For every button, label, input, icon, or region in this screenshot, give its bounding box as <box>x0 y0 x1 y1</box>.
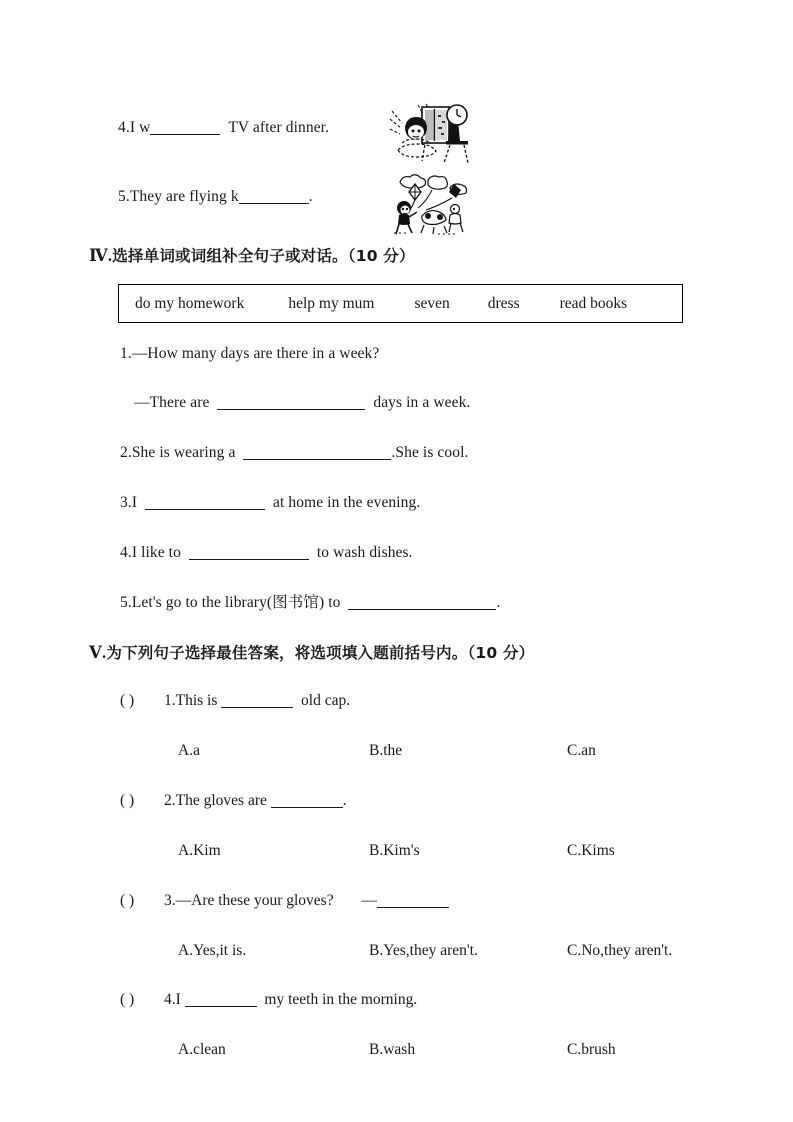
word-bank-item-3[interactable]: seven <box>414 294 450 312</box>
section-4-question-5-blank[interactable] <box>348 609 496 610</box>
section-5-question-2-number: 2. <box>164 792 176 809</box>
section-4-question-4-blank[interactable] <box>189 559 309 560</box>
section-5-question-4-option-a[interactable]: A.clean <box>178 1041 226 1058</box>
section-5-question-1-text-after: old cap. <box>301 692 351 709</box>
section-5-question-2-text-after: . <box>342 792 347 809</box>
word-bank-item-2[interactable]: help my mum <box>288 294 375 312</box>
section-5-question-3-text-before: —Are these your gloves? <box>175 892 334 909</box>
section-5-numeral: Ⅴ. <box>89 643 107 662</box>
section-5-question-1-option-c[interactable]: C.an <box>567 742 596 759</box>
word-bank-item-5[interactable]: read books <box>559 294 628 312</box>
section-4-points: （10 分） <box>347 247 415 265</box>
section-4-question-5-text-before: Let's go to the library(图书馆) to <box>131 594 341 611</box>
section-5-question-4-option-b[interactable]: B.wash <box>369 1041 416 1058</box>
section-5-question-3-option-b[interactable]: B.Yes,they aren't. <box>369 942 478 959</box>
section-5-question-2-answer-paren[interactable]: ( ) <box>120 792 135 809</box>
section-5-question-2-option-b[interactable]: B.Kim's <box>369 842 420 859</box>
carryover-item-5-text-after: . <box>308 188 313 205</box>
section-5-question-1-stem <box>120 692 350 710</box>
carryover-item-5-number: 5. <box>118 188 130 205</box>
section-5-question-4-option-c[interactable]: C.brush <box>567 1041 616 1058</box>
section-4-question-1-answer-suffix: days in a week. <box>373 394 471 411</box>
section-4-question-3-text-after: at home in the evening. <box>273 494 421 511</box>
carryover-item-5 <box>118 188 313 207</box>
section-4-question-1-line-2 <box>134 394 470 413</box>
section-5-question-1-option-a[interactable]: A.a <box>178 742 200 759</box>
section-4-question-2-blank[interactable] <box>243 459 391 460</box>
section-4-question-1-text: —How many days are there in a week? <box>131 345 380 362</box>
section-4-question-3-blank[interactable] <box>145 509 265 510</box>
section-5-question-3-option-c[interactable]: C.No,they aren't. <box>567 942 673 959</box>
section-5-question-2-option-a[interactable]: A.Kim <box>178 842 221 859</box>
section-4-question-5 <box>120 594 500 613</box>
section-5-question-2-stem <box>120 792 347 810</box>
section-5-question-3-answer-paren[interactable]: ( ) <box>120 892 135 909</box>
section-5-question-3-option-a[interactable]: A.Yes,it is. <box>178 942 247 959</box>
section-5-question-1-number: 1. <box>164 692 176 709</box>
word-bank-item-4[interactable]: dress <box>487 294 520 312</box>
section-4-question-2-text-after: .She is cool. <box>391 444 469 461</box>
word-bank-box <box>118 284 683 323</box>
section-5-question-4-blank[interactable] <box>185 1006 257 1007</box>
carryover-item-5-text-before: They are flying k <box>129 188 239 205</box>
section-5-question-2-blank[interactable] <box>271 807 343 808</box>
section-5-points: （10 分） <box>467 644 535 662</box>
carryover-item-5-blank[interactable] <box>239 203 309 204</box>
section-5-question-1-text-before: This is <box>175 692 218 709</box>
section-5-question-3-blank[interactable] <box>377 907 449 908</box>
section-5-question-2-option-c[interactable]: C.Kims <box>567 842 615 859</box>
section-5-question-1-answer-paren[interactable]: ( ) <box>120 692 135 709</box>
flying-kites-clipart <box>388 172 472 235</box>
section-4-question-2-text-before: She is wearing a <box>131 444 236 461</box>
section-4-question-1-answer-prefix: —There are <box>134 394 210 411</box>
section-4-question-4-text-before: I like to <box>131 544 181 561</box>
section-5-question-3-stem <box>120 892 449 910</box>
section-4-question-5-text-after: . <box>496 594 501 611</box>
carryover-item-4 <box>118 119 329 138</box>
section-5-question-3-number: 3. <box>164 892 176 909</box>
section-5-heading <box>89 641 534 663</box>
word-bank-item-1[interactable]: do my homework <box>135 294 245 312</box>
section-4-heading <box>89 244 415 266</box>
carryover-item-4-text-after: TV after dinner. <box>228 119 330 136</box>
section-5-question-4-number: 4. <box>164 991 176 1008</box>
section-4-question-3 <box>120 494 420 513</box>
section-4-question-4-text-after: to wash dishes. <box>316 544 413 561</box>
section-5-question-1-option-b[interactable]: B.the <box>369 742 403 759</box>
section-4-question-3-number: 3. <box>120 494 132 511</box>
section-5-question-4-text-before: I <box>175 991 181 1008</box>
section-5-question-1-blank[interactable] <box>221 707 293 708</box>
section-5-question-4-stem <box>120 991 417 1009</box>
carryover-item-4-number: 4. <box>118 119 130 136</box>
section-4-question-4 <box>120 544 413 563</box>
section-4-question-1-blank[interactable] <box>217 409 365 410</box>
section-4-question-2 <box>120 444 468 463</box>
section-4-question-1-number: 1. <box>120 345 132 362</box>
section-4-question-3-text-before: I <box>131 494 138 511</box>
section-4-question-2-number: 2. <box>120 444 132 461</box>
section-4-question-4-number: 4. <box>120 544 132 561</box>
section-5-question-4-answer-paren[interactable]: ( ) <box>120 991 135 1008</box>
section-5-question-4-text-after: my teeth in the morning. <box>264 991 418 1008</box>
section-4-title: 选择单词或词组补全句子或对话。 <box>112 247 348 265</box>
carryover-item-4-blank[interactable] <box>150 134 220 135</box>
section-4-question-5-number: 5. <box>120 594 132 611</box>
section-5-question-3-dash: — <box>361 892 377 909</box>
watching-tv-clipart <box>388 103 472 166</box>
section-5-question-2-text-before: The gloves are <box>175 792 267 809</box>
section-4-numeral: Ⅳ. <box>89 246 113 265</box>
section-4-question-1-line-1 <box>120 345 379 364</box>
carryover-item-4-text-before: I w <box>129 119 151 136</box>
section-5-title: 为下列句子选择最佳答案，将选项填入题前括号内。 <box>106 644 468 662</box>
